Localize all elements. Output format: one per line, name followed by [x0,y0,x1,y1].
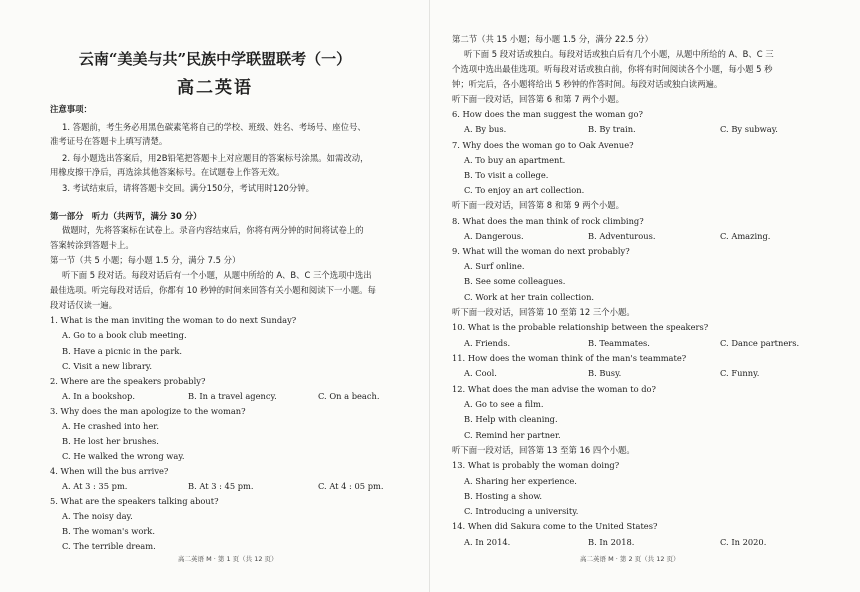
question-12-option-b: B. Help with cleaning. [464,414,558,424]
question-14: 14. When did Sakura come to the United States? [452,521,658,531]
section2-intro-b: 个选项中选出最佳选项。听每段对话或独白前，你将有时间阅读各个小题，每小题 5 秒 [452,64,773,74]
question-11-option-a: A. Cool. [464,368,497,378]
question-13-option-c: C. Introducing a university. [464,506,579,516]
question-9-option-a: A. Surf online. [464,261,525,271]
question-2: 2. Where are the speakers probably? [50,376,206,386]
directions-8-9: 听下面一段对话，回答第 8 和第 9 两个小题。 [452,200,625,210]
question-13-option-a: A. Sharing her experience. [464,476,577,486]
notice-2b: 用橡皮擦干净后，再选涂其他答案标号。在试题卷上作答无效。 [50,167,285,177]
section1-heading: 第一节（共 5 小题；每小题 1.5 分，满分 7.5 分） [50,255,241,265]
question-6-option-a: A. By bus. [464,124,507,134]
notice-1b: 准考证号在答题卡上填写清楚。 [50,136,168,146]
question-2-option-c: C. On a beach. [318,391,380,401]
page-footer: 高二英语 M · 第 2 页（共 12 页） [580,555,680,563]
question-3-option-c: C. He walked the wrong way. [62,451,185,461]
question-1-option-c: C. Visit a new library. [62,361,153,371]
section1-intro-b: 最佳选项。听完每段对话后，你都有 10 秒钟的时间来回答有关小题和阅读下一小题。每 [50,285,376,295]
question-14-option-a: A. In 2014. [464,537,511,547]
question-10: 10. What is the probable relationship between the speakers? [452,322,709,332]
section1-intro-c: 段对话仅读一遍。 [50,300,117,310]
question-12-option-a: A. Go to see a film. [464,399,544,409]
question-10-option-b: B. Teammates. [588,338,650,348]
section2-heading: 第二节（共 15 小题；每小题 1.5 分，满分 22.5 分） [452,34,653,44]
question-1-option-a: A. Go to a book club meeting. [62,330,187,340]
question-2-option-b: B. In a travel agency. [188,391,277,401]
exam-title: 云南“美美与共”民族中学联盟联考（一） [78,50,352,68]
question-4: 4. When will the bus arrive? [50,466,169,476]
directions-10-12: 听下面一段对话，回答第 10 至第 12 三个小题。 [452,307,635,317]
notice-1a: 1. 答题前，考生务必用黑色碳素笔将自己的学校、班级、姓名、考场号、座位号、 [62,122,366,132]
section2-intro-c: 钟；听完后，各小题将给出 5 秒钟的作答时间。每段对话或独白读两遍。 [452,79,723,89]
question-4-option-a: A. At 3 : 35 pm. [62,481,128,491]
question-1-option-b: B. Have a picnic in the park. [62,346,183,356]
exam-page-2 [430,0,860,592]
question-4-option-b: B. At 3 : 45 pm. [188,481,254,491]
question-7-option-c: C. To enjoy an art collection. [464,185,585,195]
question-14-option-c: C. In 2020. [720,537,767,547]
notice-heading: 注意事项： [50,104,92,114]
question-7: 7. Why does the woman go to Oak Avenue? [452,140,634,150]
question-8-option-a: A. Dangerous. [464,231,524,241]
part1-intro-a: 做题时，先将答案标在试卷上。录音内容结束后，你将有两分钟的时间将试卷上的 [62,225,364,235]
question-9-option-b: B. See some colleagues. [464,276,566,286]
question-9: 9. What will the woman do next probably? [452,246,630,256]
part1-heading: 第一部分 听力（共两节，满分 30 分） [50,211,202,221]
section2-intro-a: 听下面 5 段对话或独白。每段对话或独白后有几个小题，从题中所给的 A、B、C 三 [464,49,774,59]
question-7-option-b: B. To visit a college. [464,170,549,180]
question-7-option-a: A. To buy an apartment. [464,155,566,165]
question-11-option-b: B. Busy. [588,368,622,378]
question-10-option-c: C. Dance partners. [720,338,800,348]
notice-3: 3. 考试结束后，请将答题卡交回。满分150分，考试用时120分钟。 [62,183,314,193]
page-footer: 高二英语 M · 第 1 页（共 12 页） [178,555,278,563]
question-8-option-b: B. Adventurous. [588,231,656,241]
question-3-option-b: B. He lost her brushes. [62,436,159,446]
directions-6-7: 听下面一段对话，回答第 6 和第 7 两个小题。 [452,94,625,104]
question-5-option-c: C. The terrible dream. [62,541,156,551]
question-12: 12. What does the man advise the woman to do? [452,384,656,394]
question-13: 13. What is probably the woman doing? [452,460,620,470]
part1-intro-b: 答案转涂到答题卡上。 [50,240,134,250]
question-6-option-c: C. By subway. [720,124,778,134]
question-9-option-c: C. Work at her train collection. [464,292,595,302]
question-14-option-b: B. In 2018. [588,537,635,547]
question-3-option-a: A. He crashed into her. [62,421,159,431]
directions-13-16: 听下面一段对话，回答第 13 至第 16 四个小题。 [452,445,635,455]
question-5-option-b: B. The woman's work. [62,526,155,536]
question-6-option-b: B. By train. [588,124,636,134]
section1-intro-a: 听下面 5 段对话。每段对话后有一个小题，从题中所给的 A、B、C 三个选项中选出 [62,270,372,280]
question-5: 5. What are the speakers talking about? [50,496,219,506]
question-2-option-a: A. In a bookshop. [62,391,135,401]
question-3: 3. Why does the man apologize to the woman? [50,406,246,416]
exam-subject: 高二英语 [177,78,253,98]
question-5-option-a: A. The noisy day. [62,511,133,521]
question-13-option-b: B. Hosting a show. [464,491,543,501]
question-6: 6. How does the man suggest the woman go? [452,109,643,119]
question-4-option-c: C. At 4 : 05 pm. [318,481,384,491]
question-8: 8. What does the man think of rock climbing? [452,216,644,226]
question-8-option-c: C. Amazing. [720,231,771,241]
question-11: 11. How does the woman think of the man's teammate? [452,353,687,363]
notice-2a: 2. 每小题选出答案后，用2B铅笔把答题卡上对应题目的答案标号涂黑。如需改动， [62,153,369,163]
question-1: 1. What is the man inviting the woman to do next Sunday? [50,315,297,325]
question-12-option-c: C. Remind her partner. [464,430,561,440]
question-10-option-a: A. Friends. [464,338,511,348]
question-11-option-c: C. Funny. [720,368,760,378]
